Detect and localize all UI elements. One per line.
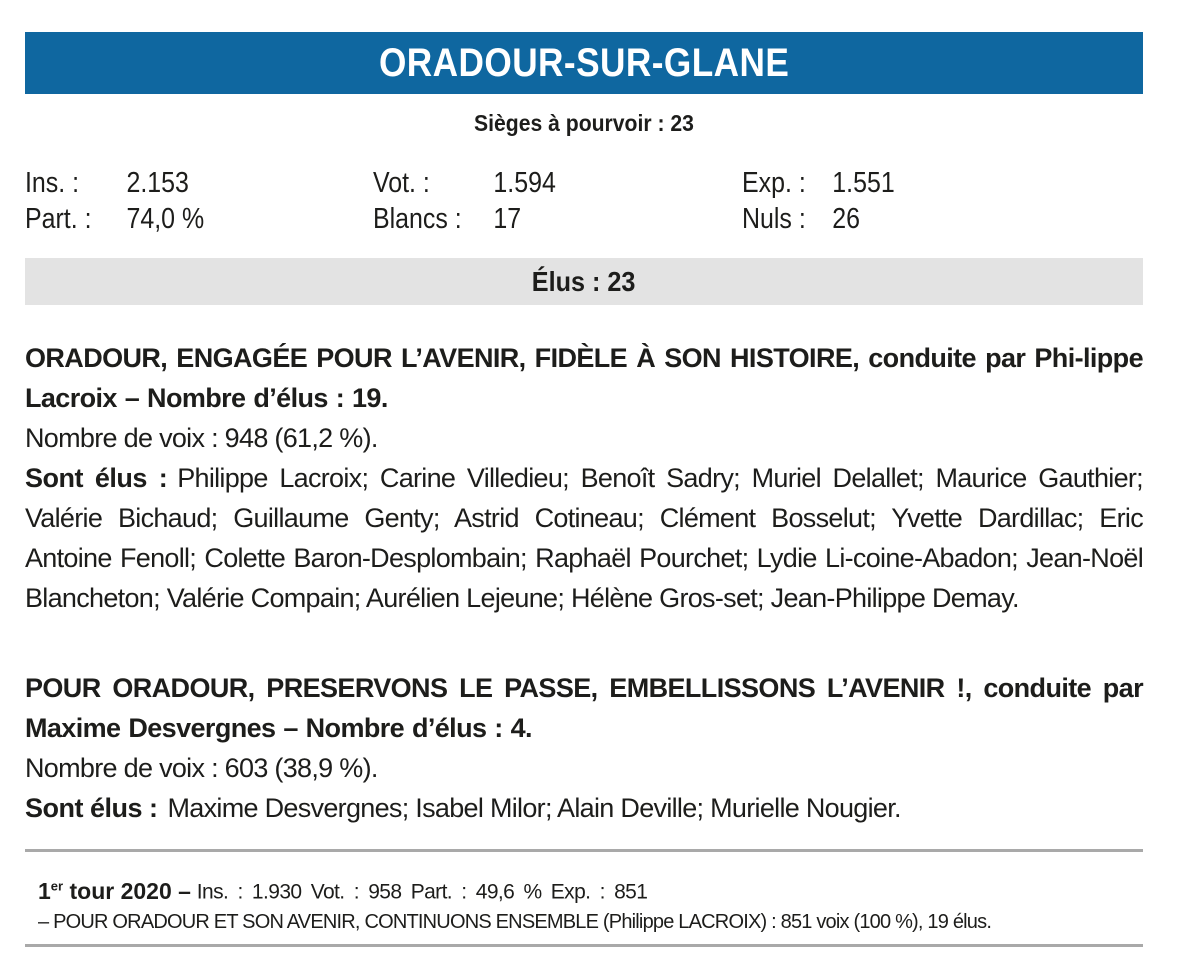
stat-participation — [25, 201, 205, 237]
seats-value: 23 — [670, 110, 694, 136]
stat-blancs — [373, 201, 522, 237]
list-block — [25, 668, 1143, 828]
stat-label: Nuls : — [742, 203, 806, 235]
seats-line — [70, 110, 1099, 137]
turnout-stats — [25, 165, 1143, 240]
elus-label: Élus : — [532, 265, 601, 297]
bottom-divider — [25, 944, 1143, 947]
first-round-box — [38, 872, 1138, 937]
seats-label: Sièges à pourvoir : — [474, 110, 665, 136]
commune-title: ORADOUR-SUR-GLANE — [378, 40, 790, 85]
first-round-figures: Ins. : 1.930 Vot. : 958 Part. : 49,6 % Exp. : 851 — [196, 880, 648, 904]
stat-votants — [373, 165, 556, 201]
elected-label: Sont élus : — [25, 793, 158, 823]
commune-banner — [25, 32, 1143, 94]
stat-exprimes — [742, 165, 895, 201]
elected-label: Sont élus : — [25, 463, 168, 493]
top-divider — [25, 849, 1143, 852]
stat-value: 1.551 — [832, 167, 895, 199]
stat-value: 17 — [493, 203, 522, 235]
stat-value: 2.153 — [126, 167, 189, 199]
stat-value: 26 — [832, 203, 861, 235]
elected-list: Philippe Lacroix; Carine Villedieu; Benoît Sadry; Muriel Delallet; Maurice Gauthier; Valérie Bichaud; Guillaume Genty; Astrid Cotineau; Clément Bosselut; Yvette Dardillac; Eric Antoine Fenoll; Colette Baron-Desplombain; Raphaël Pourchet; Lydie Li-coine-Abadon; Jean-Noël Blancheton; Valérie Compain; Aurélien Lejeune; Hélène Gros-set; Jean-Philippe Demay. — [25, 463, 1143, 613]
list-votes: Nombre de voix : 603 (38,9 %). — [25, 753, 378, 783]
list-votes: Nombre de voix : 948 (61,2 %). — [25, 423, 378, 453]
stat-label: Part. : — [25, 203, 92, 235]
ordinal-suffix: er — [50, 878, 64, 893]
first-round-label — [38, 878, 191, 904]
elus-value: 23 — [607, 265, 636, 297]
elus-count — [532, 266, 636, 298]
elus-bar — [25, 258, 1143, 305]
round-label: tour 2020 – — [69, 877, 191, 904]
stat-label: Vot. : — [373, 167, 430, 199]
stat-value: 74,0 % — [126, 203, 205, 235]
stat-value: 1.594 — [493, 167, 556, 199]
list-block — [25, 338, 1143, 618]
elected-names — [25, 458, 1143, 618]
stat-label: Blancs : — [373, 203, 462, 235]
first-round-result: – POUR ORADOUR ET SON AVENIR, CONTINUONS ENSEMBLE (Philippe LACROIX) : 851 voix (100 %), 19 élus. — [38, 910, 992, 933]
first-round-summary — [38, 872, 1138, 907]
stat-label: Ins. : — [25, 167, 80, 199]
stat-label: Exp. : — [742, 167, 806, 199]
ordinal-number: 1 — [38, 877, 51, 904]
elected-list: Maxime Desvergnes; Isabel Milor; Alain Deville; Murielle Nougier. — [167, 793, 901, 823]
stat-nuls — [742, 201, 861, 237]
list-heading: POUR ORADOUR, PRESERVONS LE PASSE, EMBELLISSONS L’AVENIR !, conduite par Maxime Desvergnes – Nombre d’élus : 4. — [25, 673, 1143, 743]
list-heading: ORADOUR, ENGAGÉE POUR L’AVENIR, FIDÈLE À SON HISTOIRE, conduite par Phi-lippe Lacroix – Nombre d’élus : 19. — [25, 343, 1143, 413]
elected-names — [25, 788, 1143, 828]
stat-inscrits — [25, 165, 189, 201]
